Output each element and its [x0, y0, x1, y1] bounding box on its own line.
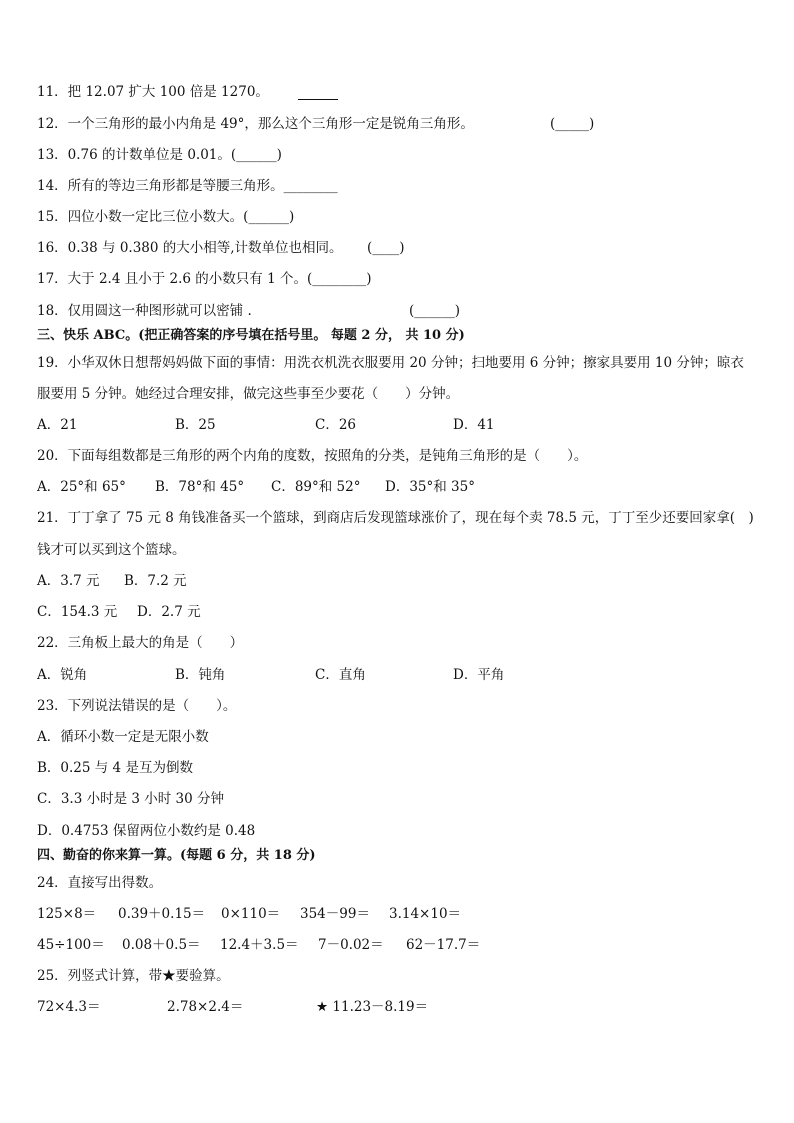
question-15: 15．四位小数一定比三位小数大。(______) — [37, 209, 295, 225]
question-20: 20．下面每组数都是三角形的两个内角的度数，按照角的分类，是钝角三角形的是（ ）。 — [37, 448, 588, 464]
option-20-b[interactable]: B．78°和 45° — [155, 479, 245, 495]
question-13: 13．0.76 的计数单位是 0.01。(______) — [37, 147, 282, 163]
option-22-d[interactable]: D．平角 — [453, 667, 505, 683]
option-20-a[interactable]: A．25°和 65° — [37, 479, 126, 495]
calc-24-5: 3.14×10＝ — [389, 906, 462, 922]
option-20-d[interactable]: D．35°和 35° — [385, 479, 475, 495]
option-20-c[interactable]: C．89°和 52° — [271, 479, 361, 495]
answer-blank-11[interactable] — [298, 83, 338, 100]
question-22: 22．三角板上最大的角是（ ） — [37, 635, 244, 651]
answer-blank-18[interactable]: (______) — [409, 303, 461, 319]
question-17: 17．大于 2.4 且小于 2.6 的小数只有 1 个。(________) — [37, 271, 372, 287]
option-19-b[interactable]: B．25 — [175, 417, 216, 433]
question-18: 18．仅用圆这一种图形就可以密铺 . — [37, 303, 252, 319]
option-23-c[interactable]: C．3.3 小时是 3 小时 30 分钟 — [37, 791, 225, 807]
option-23-b[interactable]: B．0.25 与 4 是互为倒数 — [37, 760, 193, 776]
calc-24-6: 45÷100＝ — [37, 937, 105, 953]
answer-blank-12[interactable]: (_____) — [550, 116, 595, 132]
question-21-line1: 21．丁丁拿了 75 元 8 角钱准备买一个篮球，到商店后发现篮球涨价了，现在每个卖 78.5 元，丁丁至少还要回家拿( ) — [37, 510, 754, 526]
question-19-line2: 服要用 5 分钟。她经过合理安排，做完这些事至少要花（ ）分钟。 — [37, 386, 460, 402]
option-21-d[interactable]: D．2.7 元 — [137, 604, 201, 620]
option-21-c[interactable]: C．154.3 元 — [37, 604, 118, 620]
calc-24-3: 0×110＝ — [221, 906, 281, 922]
question-24: 24．直接写出得数。 — [37, 875, 163, 891]
calc-24-10: 62－17.7＝ — [406, 937, 481, 953]
answer-blank-16[interactable]: (____) — [367, 240, 405, 256]
option-19-d[interactable]: D．41 — [453, 417, 495, 433]
question-16: 16．0.38 与 0.380 的大小相等,计数单位也相同。 — [37, 240, 343, 256]
option-23-d[interactable]: D．0.4753 保留两位小数约是 0.48 — [37, 823, 256, 839]
calc-24-4: 354－99＝ — [300, 906, 370, 922]
question-21-line2: 钱才可以买到这个篮球。 — [37, 542, 186, 558]
calc-25-1: 72×4.3＝ — [37, 999, 101, 1015]
option-19-c[interactable]: C．26 — [315, 417, 357, 433]
question-14: 14．所有的等边三角形都是等腰三角形。________ — [37, 178, 338, 194]
option-21-b[interactable]: B．7.2 元 — [124, 573, 187, 589]
calc-24-8: 12.4＋3.5＝ — [220, 937, 299, 953]
option-23-a[interactable]: A．循环小数一定是无限小数 — [37, 729, 209, 745]
question-12: 12．一个三角形的最小内角是 49°，那么这个三角形一定是锐角三角形。 — [37, 116, 474, 132]
question-11: 11．把 12.07 扩大 100 倍是 1270。 — [37, 84, 269, 100]
calc-24-2: 0.39＋0.15＝ — [118, 906, 206, 922]
option-22-b[interactable]: B．钝角 — [175, 667, 226, 683]
question-19-line1: 19．小华双休日想帮妈妈做下面的事情：用洗衣机洗衣服要用 20 分钟；扫地要用 6 分钟；擦家具要用 10 分钟；晾衣 — [37, 355, 744, 371]
option-21-a[interactable]: A．3.7 元 — [37, 573, 100, 589]
calc-24-7: 0.08＋0.5＝ — [122, 937, 201, 953]
section-3-heading: 三、快乐 ABC。(把正确答案的序号填在括号里。 每题 2 分， 共 10 分) — [37, 328, 465, 343]
calc-25-2: 2.78×2.4＝ — [167, 999, 244, 1015]
calc-24-9: 7－0.02＝ — [318, 937, 384, 953]
calc-25-3: ★ 11.23－8.19＝ — [316, 999, 429, 1015]
option-22-c[interactable]: C．直角 — [315, 667, 366, 683]
question-23: 23．下列说法错误的是（ ）。 — [37, 698, 237, 714]
option-22-a[interactable]: A．锐角 — [37, 667, 88, 683]
option-19-a[interactable]: A．21 — [37, 417, 78, 433]
question-25: 25．列竖式计算，带★要验算。 — [37, 968, 230, 984]
calc-24-1: 125×8＝ — [37, 906, 97, 922]
section-4-heading: 四、勤奋的你来算一算。(每题 6 分，共 18 分) — [37, 848, 316, 863]
